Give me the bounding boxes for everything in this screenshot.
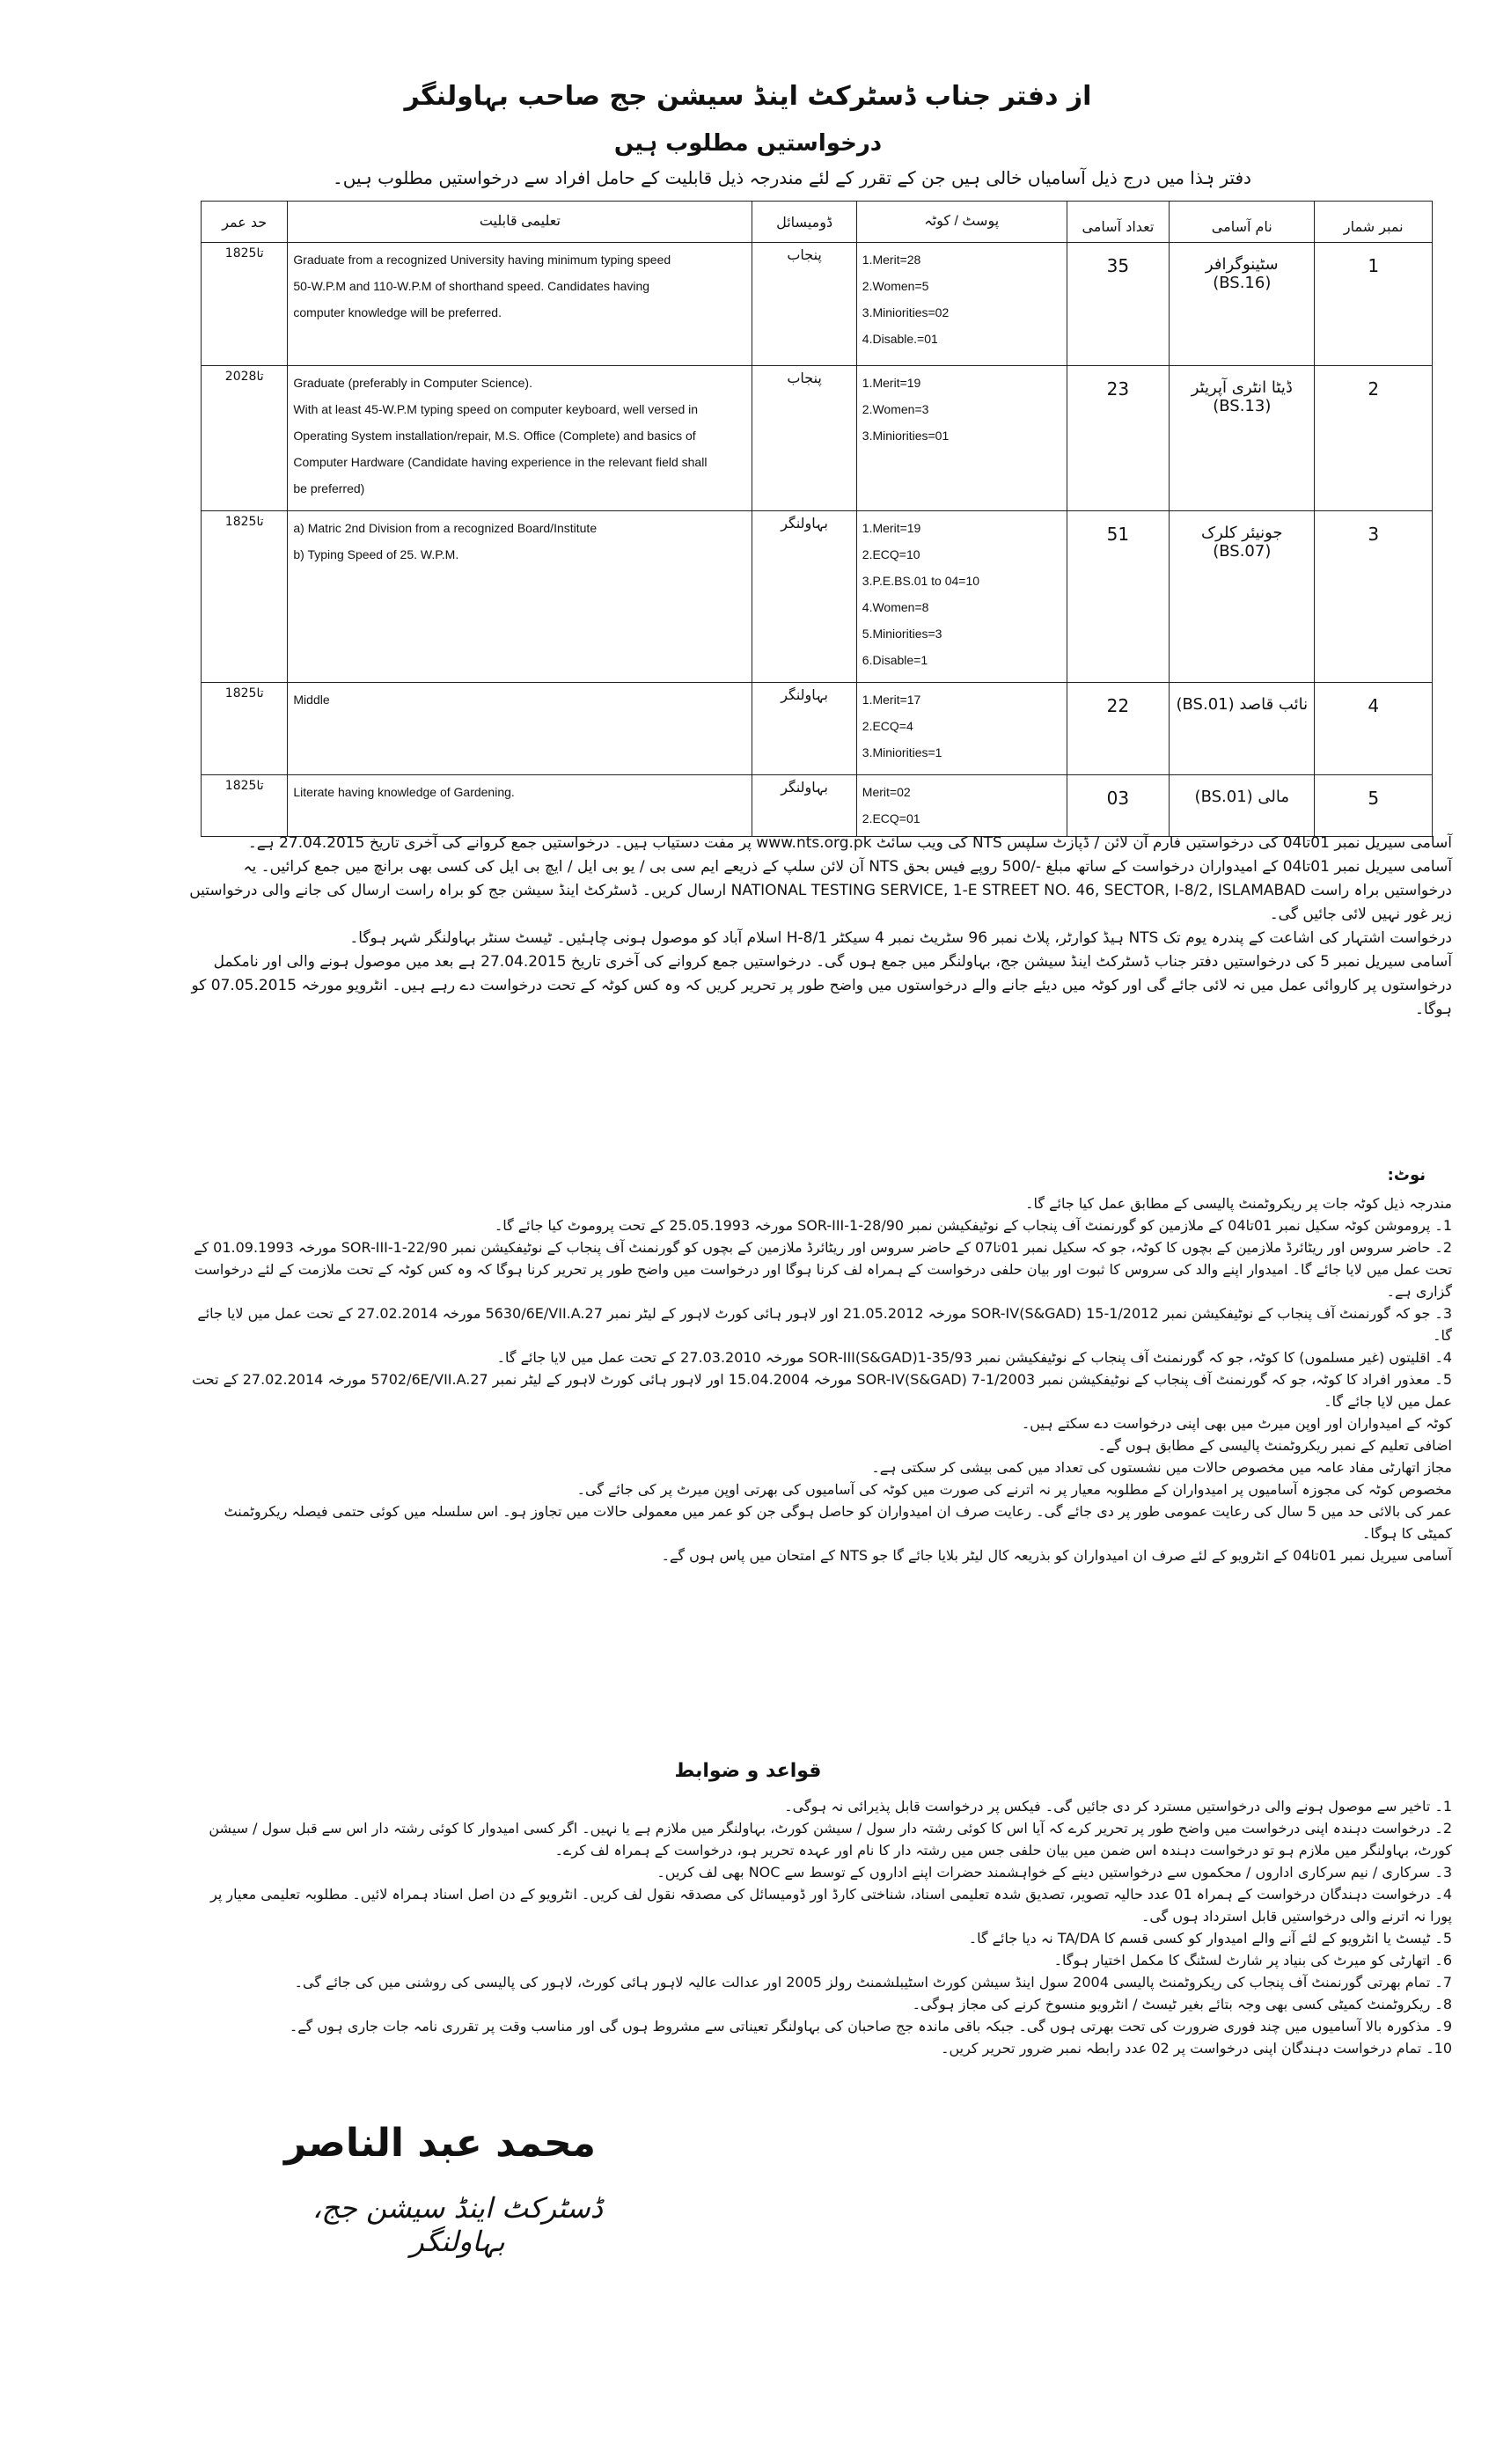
instruction-paragraph: آسامی سیریل نمبر 01تا04 کی درخواستیں فارم آن لائن / ڈپازٹ سلپس NTS کی ویب سائٹ www.nts.org.pk پر مفت دستیاب ہیں۔ درخواستیں جمع کروانے کی آخری تاریخ 27.04.2015 ہے۔: [247, 834, 1452, 852]
qualification-line: Computer Hardware (Candidate having experience in the relevant field shall: [293, 455, 708, 469]
qualification-line: a) Matric 2nd Division from a recognized Board/Institute: [293, 521, 598, 535]
cell-age: 18تا25: [202, 243, 288, 366]
quota-line: 6.Disable=1: [862, 653, 928, 667]
instruction-paragraph: آسامی سیریل نمبر 5 کی درخواستیں دفتر جناب ڈسٹرکٹ اینڈ سیشن جج، بہاولنگر میں جمع ہوں گی۔ درخواستیں جمع کروانے کی آخری تاریخ 27.04.2015 ہے بعد میں موصول ہونے والی اور نامکمل درخواستوں پر کاروائی عمل میں نہ لائی جائے گی اور کوٹہ میں دیئے جانے والے درخواستوں میں واضح طور پر تحریر کریں کہ وہ کس کوٹہ کے تحت درخواست دے رہے ہیں۔ انٹرویو مورخہ 07.05.2015 کو ہوگا۔: [191, 953, 1452, 1018]
quota-line: 3.Miniorities=1: [862, 745, 942, 759]
quota-line: 2.ECQ=4: [862, 719, 913, 733]
cell-age: 18تا25: [202, 683, 288, 775]
qualification-line: Literate having knowledge of Gardening.: [293, 785, 515, 799]
note-item: 3۔ جو کہ گورنمنٹ آف پنجاب کے نوٹیفکیشن نمبر SOR-IV(S&GAD) 15-1/2012 مورخہ 21.05.2012 اور لاہور ہائی کورٹ لاہور کے لیٹر نمبر 5630/6E/VII.A.27 مورخہ 27.02.2014 کے تحت عمل میں لایا جائے گا۔: [197, 1305, 1452, 1344]
table-row: [202, 683, 1433, 775]
qualification-line: With at least 45-W.P.M typing speed on computer keyboard, well versed in: [293, 402, 699, 416]
qualification-line: computer knowledge will be preferred.: [293, 305, 502, 319]
qualification-line: b) Typing Speed of 25. W.P.M.: [293, 547, 459, 561]
instruction-paragraph: درخواست اشتہار کی اشاعت کے پندرہ یوم تک NTS ہیڈ کوارٹر، پلاٹ نمبر 96 سٹریٹ نمبر 4 سیکٹر H-8/1 اسلام آباد کو موصول ہونی چاہئیں۔ ٹیسٹ سنٹر بہاولنگر شہر ہوگا۔: [349, 929, 1452, 947]
cell-quota: [856, 243, 1067, 366]
cell-count: 03: [1067, 775, 1169, 837]
note-item: عمر کی بالائی حد میں 5 سال کی رعایت عمومی طور پر دی جائے گی۔ رعایت صرف ان امیدواران کو حاصل ہوگی جن کو عمر میں معمولی حالات میں تجاوز ہو۔ اس سلسلہ میں کوئی حتمی فیصلہ ریکروٹمنٹ کمیٹی کا ہوگا۔: [224, 1503, 1452, 1542]
cell-qualification: [288, 243, 752, 366]
rule-item: 2۔ درخواست دہندہ اپنی درخواست میں واضح طور پر تحریر کرے کہ آیا اس کا کوئی رشتہ دار سول / سیشن کورٹ، بہاولنگر میں ملازم ہے یا نہیں۔ اگر کسی امیدوار کا کوئی رشتہ دار اس سے قبل سول / سیشن کورٹ، بہاولنگر میں ملازم ہو تو درخواست دہندہ اس ضمن میں بیان حلفی جس میں رشتہ دار کا نام اور عہدہ تحریر ہو، درخواست کے ہمراہ لف کرے۔: [209, 1820, 1452, 1859]
cell-count: 51: [1067, 511, 1169, 683]
quota-line: 2.Women=5: [862, 279, 929, 293]
cell-count: 22: [1067, 683, 1169, 775]
qualification-line: be preferred): [293, 481, 365, 495]
cell-domicile: بہاولنگر: [752, 511, 856, 683]
cell-name: جونیئر کلرک (BS.07): [1170, 511, 1315, 683]
instruction-paragraph: آسامی سیریل نمبر 01تا04 کے امیدواران درخواست کے ساتھ مبلغ -/500 روپے فیس بحق NTS آن لائن سلپ کے ذریعے ایم سی بی / یو بی ایل / ایچ بی ایل کی کسی بھی برانچ میں جمع کرائیں۔ یہ درخواستیں براہ راست NATIONAL TESTING SERVICE, 1-E STREET NO. 46, SECTOR, I-8/2, ISLAMABAD ارسال کریں۔ ڈسٹرکٹ اینڈ سیشن جج کو براہ راست ارسال کی جانے والی درخواستیں زیر غور نہیں لائی جائیں گی۔: [189, 858, 1452, 923]
qualification-line: Middle: [293, 693, 330, 707]
office-title: از دفتر جناب ڈسٹرکٹ اینڈ سیشن جج صاحب بہاولنگر: [404, 81, 1092, 112]
qualification-line: Graduate (preferably in Computer Science).: [293, 376, 532, 390]
note-item: مخصوص کوٹہ کی مجوزہ آسامیوں پر امیدواران کے مطلوبہ معیار پر نہ اترنے کی صورت میں کوٹہ کی آسامیوں کی بھرتی اوپن میرٹ پر کی جائے گی۔: [576, 1481, 1452, 1498]
note-item: کوٹہ کے امیدواران اور اوپن میرٹ میں بھی اپنی درخواست دے سکتے ہیں۔: [1021, 1415, 1452, 1432]
cell-quota: [856, 683, 1067, 775]
cell-no: 1: [1315, 243, 1433, 366]
cell-no: 3: [1315, 511, 1433, 683]
rule-item: 1۔ تاخیر سے موصول ہونے والی درخواستیں مسترد کر دی جائیں گی۔ فیکس پر درخواست قابل پذیرائی نہ ہوگی۔: [784, 1798, 1452, 1815]
rule-item: 3۔ سرکاری / نیم سرکاری اداروں / محکموں سے درخواستیں دینے کے خواہشمند حضرات اپنے اداروں کے توسط سے NOC بھی لف کریں۔: [656, 1864, 1452, 1881]
cell-name: ڈیٹا انٹری آپریٹر (BS.13): [1170, 366, 1315, 511]
table-row: [202, 366, 1433, 511]
note-item: مجاز اتھارٹی مفاد عامہ میں مخصوص حالات میں نشستوں کی تعداد میں کمی بیشی کر سکتی ہے۔: [871, 1459, 1452, 1476]
header-domicile: ڈومیسائل: [752, 202, 856, 243]
note-item: 1۔ پروموشن کوٹہ سکیل نمبر 01تا04 کے ملازمین کو گورنمنٹ آف پنجاب کے نوٹیفکیشن نمبر SOR-III-1-28/90 مورخہ 25.05.1993 کے تحت پروموٹ کیا جائے گا۔: [494, 1217, 1452, 1234]
rule-item: 9۔ مذکورہ بالا آسامیوں میں چند فوری ضرورت کی تحت بھرتی ہوں گی۔ جبکہ باقی ماندہ جج صاحبان کی بہاولنگر تعیناتی سے مشروط ہوں گی اور مناسب وقت پر تقرری نامہ جات جاری ہوں گے۔: [289, 2018, 1452, 2035]
signature-name: محمد عبد الناصر: [284, 2121, 596, 2166]
cell-qualification: [288, 511, 752, 683]
qualification-line: Operating System installation/repair, M.S. Office (Complete) and basics of: [293, 429, 696, 443]
rule-item: 7۔ تمام بھرتی گورنمنٹ آف پنجاب کی ریکروٹمنٹ پالیسی 2004 سول اینڈ سیشن کورٹ اسٹیبلشمنٹ رولز 2005 اور عدالت عالیہ لاہور ہائی کورٹ، لاہور کی پالیسی کی روشنی میں کی جائے گی۔: [294, 1974, 1452, 1991]
table-row: [202, 511, 1433, 683]
cell-domicile: پنجاب: [752, 366, 856, 511]
note-item: اضافی تعلیم کے نمبر ریکروٹمنٹ پالیسی کے مطابق ہوں گے۔: [1097, 1437, 1452, 1454]
sub-title: درخواستیں مطلوب ہیں: [613, 130, 883, 157]
header-count: تعداد آسامی: [1067, 202, 1169, 243]
cell-domicile: پنجاب: [752, 243, 856, 366]
header-age: حد عمر: [202, 202, 288, 243]
posts-table: [201, 201, 1433, 837]
rules-list: [185, 1795, 1452, 2059]
cell-domicile: بہاولنگر: [752, 775, 856, 837]
intro-line: دفتر ہٰذا میں درج ذیل آسامیاں خالی ہیں جن کے تقرر کے لئے مندرجہ ذیل قابلیت کے حامل افراد سے درخواستیں مطلوب ہیں۔: [333, 167, 1251, 188]
note-item: 4۔ اقلیتوں (غیر مسلموں) کا کوٹہ، جو کہ گورنمنٹ آف پنجاب کے نوٹیفکیشن نمبر SOR-III(S&GAD)1-35/93 مورخہ 27.03.2010 کے تحت عمل میں لایا جائے گا۔: [496, 1349, 1452, 1366]
rule-item: 4۔ درخواست دہندگان درخواست کے ہمراہ 01 عدد حالیہ تصویر، تصدیق شدہ تعلیمی اسناد، شناختی کارڈ اور ڈومیسائل کی مصدقہ نقول لف کریں۔ انٹرویو کے دن اصل اسناد ہمراہ لائیں۔ مطلوبہ تعلیمی معیار پر پورا نہ اترنے والی درخواستیں قابل استرداد ہوں گی۔: [210, 1886, 1452, 1925]
cell-quota: [856, 775, 1067, 837]
cell-name: نائب قاصد (BS.01): [1170, 683, 1315, 775]
note-item: 5۔ معذور افراد کا کوٹہ، جو کہ گورنمنٹ آف پنجاب کے نوٹیفکیشن نمبر SOR-IV(S&GAD) 7-1/2003 مورخہ 15.04.2004 اور لاہور ہائی کورٹ لاہور کے لیٹر نمبر 5702/6E/VII.A.27 مورخہ 27.02.2014 کے تحت عمل میں لایا جائے گا۔: [192, 1371, 1452, 1410]
cell-quota: [856, 366, 1067, 511]
cell-no: 2: [1315, 366, 1433, 511]
application-instructions: [185, 832, 1452, 1022]
cell-qualification: [288, 366, 752, 511]
rules-title: قواعد و ضوابط: [674, 1760, 822, 1782]
note-item: 2۔ حاضر سروس اور ریٹائرڈ ملازمین کے بچوں کا کوٹہ، جو کہ سکیل نمبر 01تا07 کے حاضر سروس اور ریٹائرڈ ملازمین کے بچوں کو گورنمنٹ آف پنجاب کے نوٹیفکیشن نمبر SOR-III-1-22/90 مورخہ 01.09.1993 کے تحت عمل میں لایا جائے گا۔ امیدوار اپنے والد کی سروس کا ثبوت اور بیان حلفی درخواست کے ہمراہ لف کرنا ہوگا اور درخواست میں واضح طور پر تحریر کرنا ہوگا کہ وہ کس کوٹہ کے تحت ملازمت کے لئے درخواست گزاری ہے۔: [194, 1239, 1452, 1300]
quota-line: 3.Miniorities=02: [862, 305, 950, 319]
note-item: مندرجہ ذیل کوٹہ جات پر ریکروٹمنٹ پالیسی کے مطابق عمل کیا جائے گا۔: [1025, 1195, 1452, 1212]
quota-line: 1.Merit=19: [862, 521, 921, 535]
quota-line: 3.Miniorities=01: [862, 429, 950, 443]
cell-age: 18تا25: [202, 775, 288, 837]
rule-item: 6۔ اتھارٹی کو میرٹ کی بنیاد پر شارٹ لسٹنگ کا مکمل اختیار ہوگا۔: [1053, 1952, 1452, 1969]
quota-line: 5.Miniorities=3: [862, 627, 942, 641]
cell-no: 4: [1315, 683, 1433, 775]
rule-item: 8۔ ریکروٹمنٹ کمیٹی کسی بھی وجہ بتائے بغیر ٹیسٹ / انٹرویو منسوخ کرنے کی مجاز ہوگی۔: [912, 1996, 1452, 2013]
cell-age: 18تا25: [202, 511, 288, 683]
table-header-row: [202, 202, 1433, 243]
cell-name: مالی (BS.01): [1170, 775, 1315, 837]
quota-line: 1.Merit=19: [862, 376, 921, 390]
table-row: [202, 775, 1433, 837]
header-quota: پوسٹ / کوٹہ: [856, 202, 1067, 243]
quota-line: 4.Women=8: [862, 600, 929, 614]
notes-title: نوٹ:: [1387, 1166, 1426, 1184]
cell-qualification: [288, 683, 752, 775]
quota-line: Merit=02: [862, 785, 911, 799]
quota-line: 1.Merit=17: [862, 693, 921, 707]
header-name: نام آسامی: [1170, 202, 1315, 243]
qualification-line: 50-W.P.M and 110-W.P.M of shorthand speed. Candidates having: [293, 279, 650, 293]
signature-designation: ڈسٹرکٹ اینڈ سیشن جج، بہاولنگر: [312, 2191, 603, 2258]
rule-item: 10۔ تمام درخواست دہندگان اپنی درخواست پر 02 عدد رابطہ نمبر ضرور تحریر کریں۔: [941, 2040, 1452, 2057]
quota-line: 3.P.E.BS.01 to 04=10: [862, 574, 980, 588]
quota-line: 2.Women=3: [862, 402, 929, 416]
rule-item: 5۔ ٹیسٹ یا انٹرویو کے لئے آنے والے امیدوار کو کسی قسم کا TA/DA نہ دیا جائے گا۔: [968, 1930, 1452, 1947]
cell-age: 20تا28: [202, 366, 288, 511]
header-qualification: تعلیمی قابلیت: [288, 202, 752, 243]
table-row: [202, 243, 1433, 366]
cell-quota: [856, 511, 1067, 683]
cell-count: 23: [1067, 366, 1169, 511]
qualification-line: Graduate from a recognized University having minimum typing speed: [293, 253, 671, 267]
interview-note: آسامی سیریل نمبر 01تا04 کے انٹرویو کے لئے صرف ان امیدواران کو بذریعہ کال لیٹر بلایا جائے گا جو NTS کے امتحان میں پاس ہوں گے۔: [661, 1547, 1452, 1564]
quota-line: 2.ECQ=10: [862, 547, 920, 561]
quota-line: 4.Disable.=01: [862, 332, 938, 346]
cell-domicile: بہاولنگر: [752, 683, 856, 775]
quota-line: 1.Merit=28: [862, 253, 921, 267]
quota-line: 2.ECQ=01: [862, 811, 920, 825]
cell-no: 5: [1315, 775, 1433, 837]
notes-list: [185, 1192, 1452, 1566]
cell-qualification: [288, 775, 752, 837]
header-no: نمبر شمار: [1315, 202, 1433, 243]
cell-count: 35: [1067, 243, 1169, 366]
cell-name: سٹینوگرافر (BS.16): [1170, 243, 1315, 366]
